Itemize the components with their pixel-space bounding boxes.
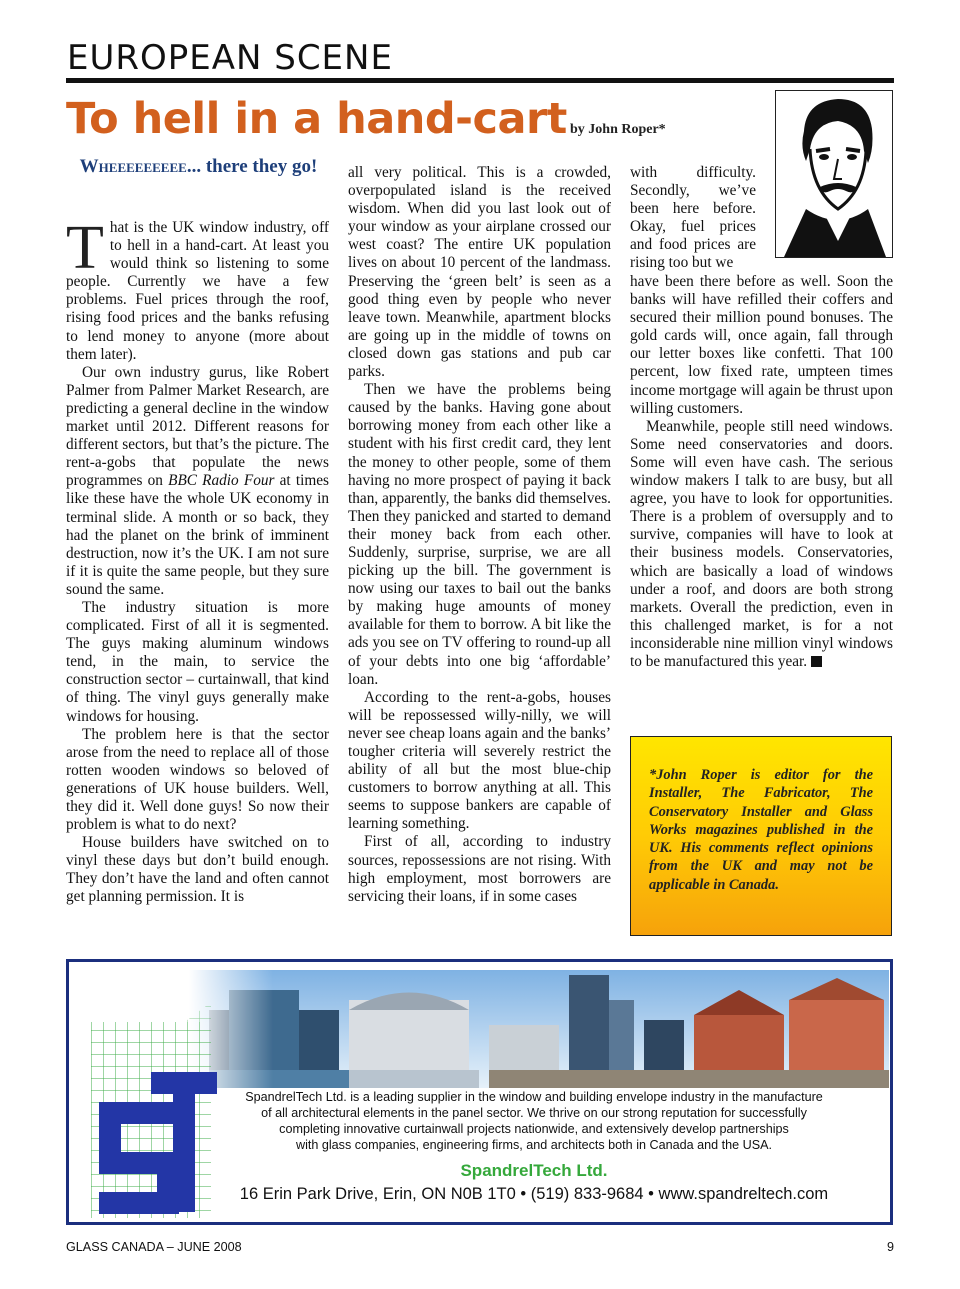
end-mark-icon [811,656,822,667]
paragraph: The industry situation is more complicated. First of all it is segmented. The guys making aluminum windows tend, in the main, to service the construction sector – curtainwall, that kind of thing. The vinyl guys generally make windows for housing. [66,598,329,725]
ad-contact-line[interactable]: 16 Erin Park Drive, Erin, ON N0B 1T0 • (519) 833-9684 • www.spandreltech.com [239,1185,829,1203]
ad-company-name: SpandrelTech Ltd. [460,1161,608,1180]
paragraph-continued: at times like these have the whole UK economy in terminal slide. A month or so back, they had the planet on the brink of imminent destruction, now it’s the UK. I am not sure if it is quite the same people, but they sure sound the same. [66,472,329,598]
paragraph: Our own industry gurus, like Robert Palmer from Palmer Market Research, are predicting a general decline in the window market until 2012. Different reasons for different sectors, but that’s the picture. The rent-a-gobs that populate the news programmes on [66,363,329,490]
drop-cap: T [66,214,104,282]
paragraph: First of all, according to industry sources, repossessions are not rising. With high employment, most borrowers are servicing their loans, if in some cases [348,833,611,905]
author-note-box [630,736,892,936]
article-column-1 [66,214,329,907]
page-number: 9 [886,1240,894,1254]
footer-publication: GLASS CANADA – JUNE 2008 [66,1240,242,1254]
ad-description-line: of all architectural elements in the panel sector. We thrive on our strong reputation for successfully [261,1106,807,1120]
ad-description-line: SpandrelTech Ltd. is a leading supplier in the window and building envelope industry in the manufacture [245,1090,823,1104]
ad-description-line: with glass companies, engineering firms, and architects both in Canada and the USA. [295,1138,773,1152]
subhead-rest: ... there they go! [186,156,318,177]
paragraph: According to the rent-a-gobs, houses will be repossessed willy-nilly, we will never see cheap loans again and the banks’ tougher criteria will severely restrict the ability of all but the most blue-chip customers to borrow anything at all. This seems to suppose bankers are capable of learning something. [348,688,611,833]
article-column-3 [630,273,893,671]
italic-program-name: BBC Radio Four [168,472,275,490]
author-portrait [775,90,893,258]
paragraph: Meanwhile, people still need windows. Some need conservatories and doors. Some will even have cash. The serious window makers I talk to are busy, but all agree, you have to look for opportunities. There is a problem of oversupply and to survive, companies will have to look at their business models. Conservatories, which are basically a load of windows under a roof, and doors are both strong markets. Overall the prediction, even in this challenged market, is for a not inconsiderable nine million vinyl windows to be manufactured this year. [630,417,893,670]
byline: by John Roper* [570,122,666,137]
paragraph: have been there before as well. Soon the banks will have refilled their coffers and secured their million pound bonuses. The gold cards will, once again, fall through our letter boxes like confetti. That 100 percent, low fixed rate, umpteen times income mortgage will again be thrust upon willing customers. [630,273,893,417]
article-column-3-top [630,164,756,273]
paragraph: hat is the UK window industry, off to hell in a hand-cart. At least you would think so listening to some people. Currently we have a few problems. Fuel prices through the roof, rising food prices and the banks refusing to lend money to anyone (more about them later). [66,219,329,363]
header-rule [66,78,894,83]
paragraph: with difficulty. Secondly, we’ve been here before. Okay, fuel prices and food prices are rising too but we [630,164,756,272]
paragraph: Then we have the problems being caused by the banks. Having gone about borrowing money from each other like a student with his first credit card, they lent the money to other people, some of them having no more prospect of paying it back than, apparently, the banks did themselves. Then they panicked and started to demand their money back from each other. Suddenly, surprise, surprise, we are all picking up the bill. The government is now using our taxes to bail out the banks by making huge amounts of money available for them to borrow. A bit like the ads you see on TV offering to round-up all of your debts into one big ‘affordable’ loan. [348,381,611,688]
ad-description-line: completing innovative curtainwall projects nationwide, and extensively develop partnerships [279,1122,789,1136]
spandreltech-logo [91,982,231,1218]
paragraph: House builders have switched on to vinyl these days but don’t build enough. They don’t have the land and often cannot get planning permission. It is [66,834,329,906]
headline: To hell in a hand-cart [66,94,567,144]
ad-description [219,1089,849,1153]
ad-building-photos [189,970,889,1088]
section-title: EUROPEAN SCENE [67,38,393,78]
paragraph: all very political. This is a crowded, overpopulated island is the received wisdom. When did you last look out of your window as your airplane crossed our west coast? The entire UK population lives on about 10 percent of the landmass. Preserving the ‘green belt’ is seen as a good thing even by people who never leave town. Meanwhile, apartment blocks are going up in the middle of towns on closed down gas stations and pub car parks. [348,164,611,381]
spandreltech-ad[interactable] [66,959,893,1225]
author-note: *John Roper is editor for the Installer, The Fabricator, The Conservatory Installer and Glass Works magazines published in the UK. His comments reflect opinions from the UK and may not be applicable in Canada. [649,767,873,893]
article-column-2 [348,164,611,906]
paragraph: The problem here is that the sector arose from the need to replace all of those rotten wooden windows so beloved of generations of UK house builders. Well, they did it. Well done guys! So now their problem is what to do next? [66,725,329,834]
subhead-caps: Wheeeeeeeee [79,156,187,177]
subhead [66,156,331,178]
